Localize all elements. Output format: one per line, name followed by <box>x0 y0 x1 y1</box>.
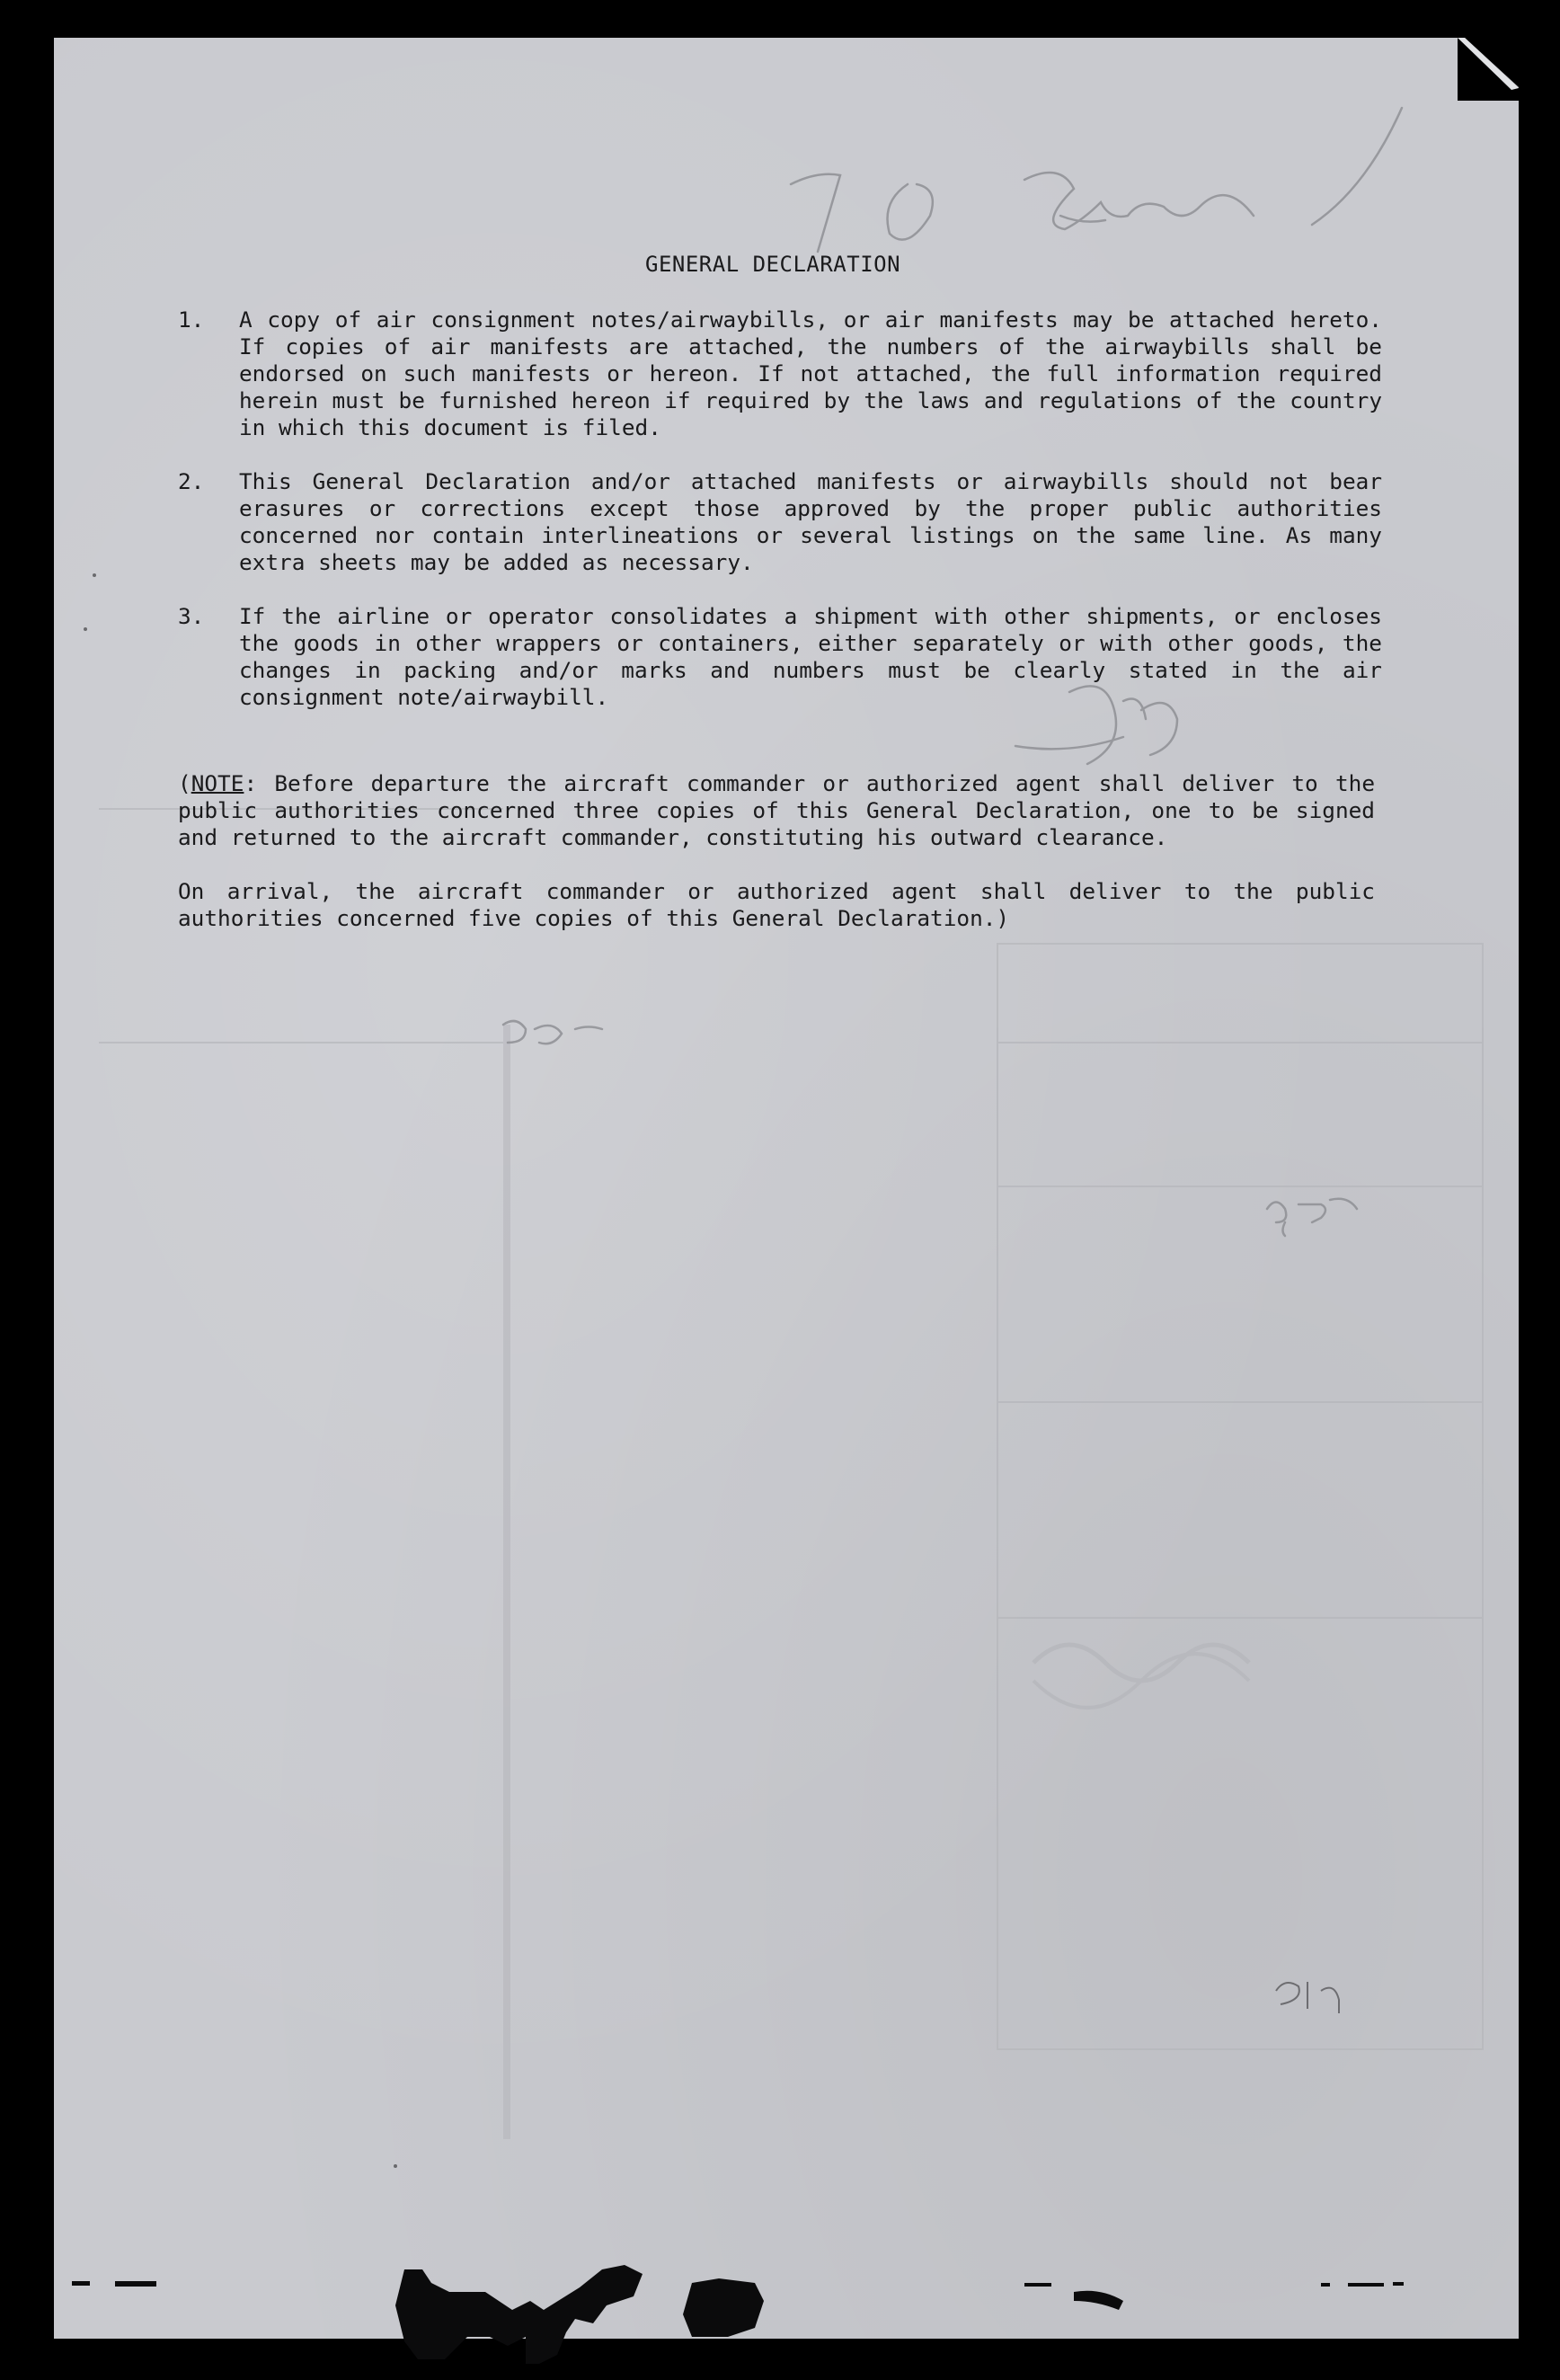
note-text: Before departure the aircraft commander or authorized agent shall deliver to the public authorities concerned three copies of this General Declaration, one to be signed and returned to the aircraft commander, constituting his outward clearance. <box>178 770 1375 850</box>
item-number: 1. <box>178 306 205 333</box>
note-open-paren: ( <box>178 770 191 796</box>
item-text: A copy of air consignment notes/airwaybills, or air manifests may be attached hereto. If copies of air manifests are attached, the numbers of the airwaybills shall be endorsed on such manifests or hereon. If not attached, the full information required herein must be furnished hereon if required by the laws and regulations of the country in which this document is filed. <box>239 306 1382 440</box>
item-number: 2. <box>178 468 205 494</box>
note-paragraph <box>178 770 1375 851</box>
arrival-paragraph: On arrival, the aircraft commander or authorized agent shall deliver to the public authorities concerned five copies of this General Declaration.) <box>178 878 1375 931</box>
item-text: If the airline or operator consolidates a shipment with other shipments, or encloses the goods in other wrappers or containers, either separately or with other goods, the changes in packing and/or marks and numbers must be clearly stated in the air consignment note/airwaybill. <box>239 603 1382 710</box>
item-text: This General Declaration and/or attached manifests or airwaybills should not bear erasures or corrections except those approved by the proper public authorities concerned nor contain interlineations or several listings on the same line. As many extra sheets may be added as necessary. <box>239 468 1382 575</box>
item-number: 3. <box>178 603 205 629</box>
note-label: NOTE <box>191 770 244 796</box>
note-colon: : <box>244 770 258 796</box>
document-title: GENERAL DECLARATION <box>645 252 901 277</box>
